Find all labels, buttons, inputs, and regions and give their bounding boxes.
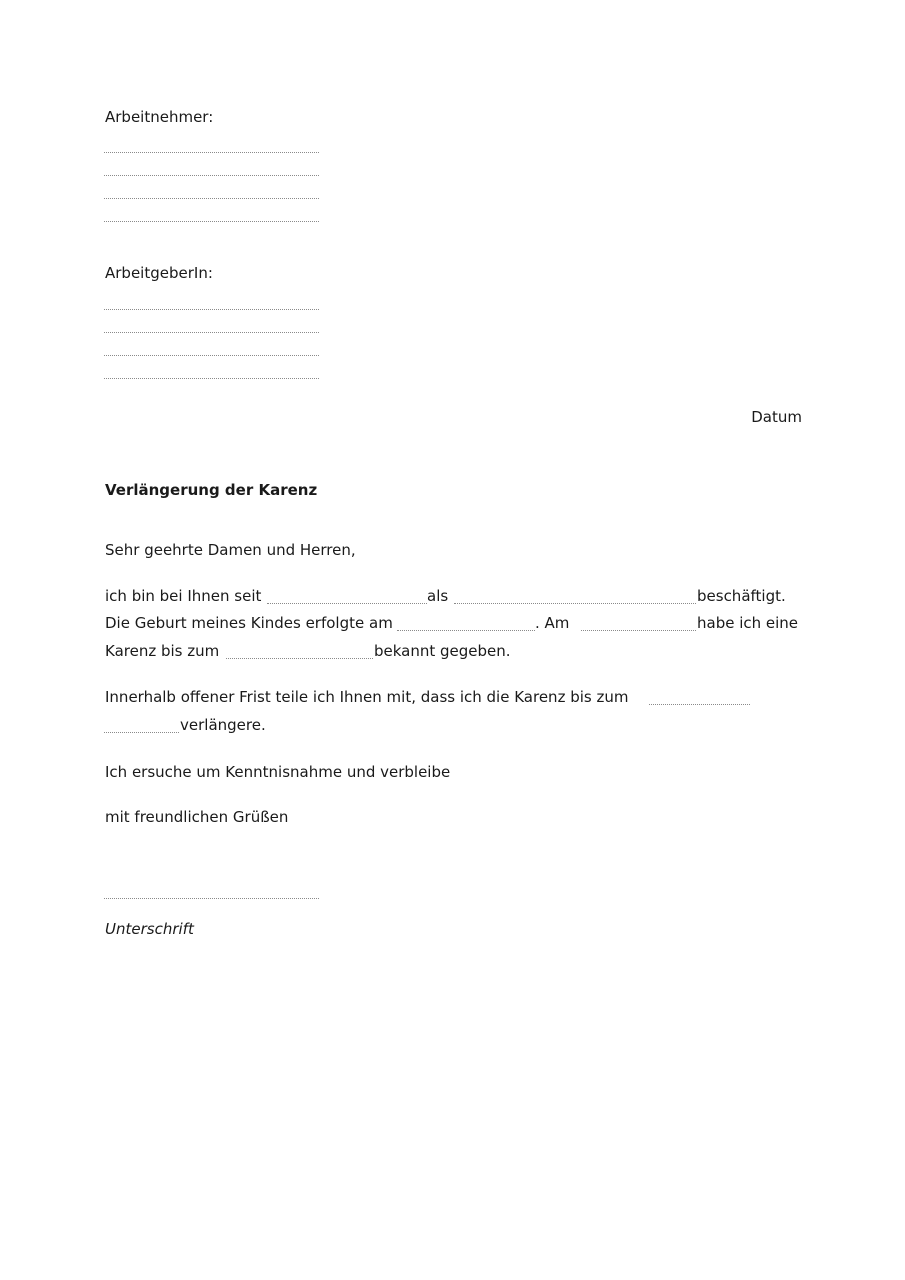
signature-caption: Unterschrift xyxy=(105,920,194,938)
p1-l2-text-c: habe ich eine xyxy=(697,614,799,632)
employee-line-4 xyxy=(104,221,319,222)
job-title-blank xyxy=(454,603,696,604)
date-label: Datum xyxy=(751,408,802,426)
p1-l2-text-a: Die Geburt meines Kindes erfolgte am xyxy=(105,614,393,632)
p2-l1-text: Innerhalb offener Frist teile ich Ihnen mit, dass ich die Karenz bis zum xyxy=(105,688,629,706)
paragraph2-line2 xyxy=(0,716,905,736)
signature-line xyxy=(104,898,319,899)
p1-l1-text-b: als xyxy=(427,587,449,605)
extension-date-blank-2 xyxy=(104,732,179,733)
employer-line-3 xyxy=(104,355,319,356)
p1-l1-text-a: ich bin bei Ihnen seit xyxy=(105,587,262,605)
employer-line-1 xyxy=(104,309,319,310)
employee-line-1 xyxy=(104,152,319,153)
salutation: Sehr geehrte Damen und Herren, xyxy=(105,541,356,559)
paragraph1-line3 xyxy=(0,642,905,662)
closing-line-2: mit freundlichen Grüßen xyxy=(105,808,289,826)
p2-l2-text: verlängere. xyxy=(180,716,266,734)
employee-line-3 xyxy=(104,198,319,199)
birth-date-blank xyxy=(397,630,535,631)
employer-line-4 xyxy=(104,378,319,379)
employer-label: ArbeitgeberIn: xyxy=(105,264,213,282)
employee-line-2 xyxy=(104,175,319,176)
p1-l3-text-b: bekannt gegeben. xyxy=(374,642,511,660)
p1-l2-text-b: . Am xyxy=(535,614,570,632)
p1-l3-text-a: Karenz bis zum xyxy=(105,642,220,660)
p1-l1-text-c: beschäftigt. xyxy=(697,587,786,605)
notification-date-blank xyxy=(581,630,696,631)
employment-since-blank xyxy=(267,603,427,604)
paragraph1-line1 xyxy=(0,587,905,607)
employer-line-2 xyxy=(104,332,319,333)
employee-label: Arbeitnehmer: xyxy=(105,108,214,126)
closing-line-1: Ich ersuche um Kenntnisnahme und verbleibe xyxy=(105,763,451,781)
extension-date-blank-1 xyxy=(649,704,750,705)
paragraph2-line1 xyxy=(0,688,905,708)
subject-heading: Verlängerung der Karenz xyxy=(105,481,318,499)
paragraph1-line2 xyxy=(0,614,905,634)
karenz-until-blank xyxy=(226,658,373,659)
